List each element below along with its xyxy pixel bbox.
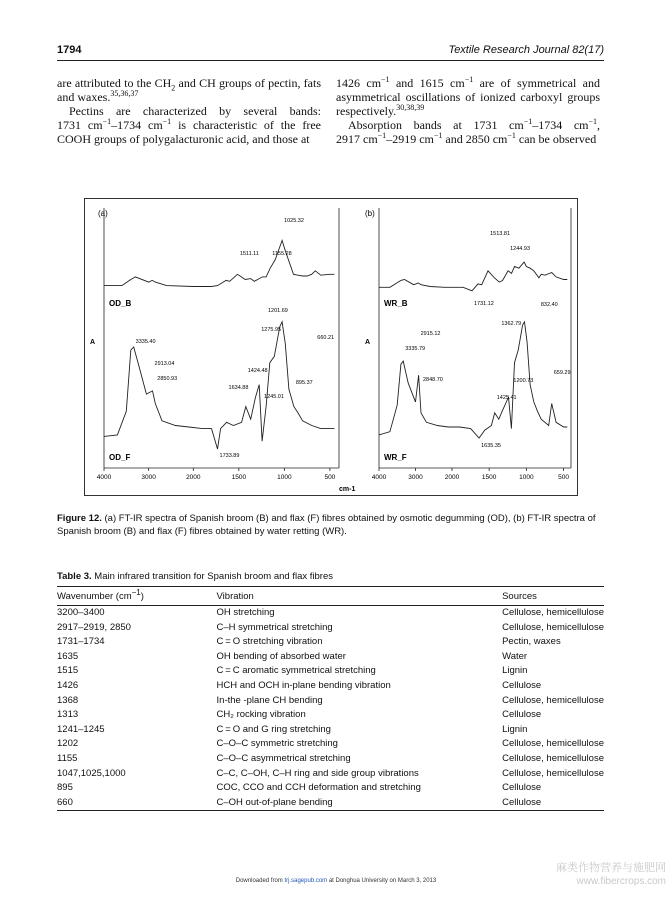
x-tick-label: 2000 <box>444 474 460 481</box>
body-column-left <box>57 76 321 146</box>
table-row <box>57 679 604 694</box>
cell-source: Water <box>502 650 528 662</box>
cell-wavenumber: 2917–2919, 2850 <box>57 621 131 633</box>
table-row <box>57 796 604 811</box>
table-row <box>57 752 604 767</box>
table-row <box>57 606 604 621</box>
watermark-title: 麻类作物营养与施肥网 <box>556 862 666 874</box>
table-row <box>57 781 604 796</box>
table-row <box>57 635 604 650</box>
page-number: 1794 <box>57 44 82 56</box>
cell-wavenumber: 3200–3400 <box>57 607 105 618</box>
peak-label: 1155.28 <box>272 251 292 257</box>
table-row <box>57 708 604 723</box>
x-tick-label: 4000 <box>96 474 112 481</box>
peak-label: 3335.40 <box>135 339 156 345</box>
cell-source: Cellulose, hemicellulose <box>502 767 604 779</box>
cell-wavenumber: 1426 <box>57 679 79 691</box>
cell-source: Lignin <box>502 723 528 735</box>
peak-label: 1425.41 <box>496 395 517 401</box>
cell-wavenumber: 1731–1734 <box>57 636 105 648</box>
series-label: WR_F <box>384 453 407 462</box>
cell-source: Cellulose, hemicellulose <box>502 621 604 633</box>
spectrum-line-od-b <box>104 240 334 286</box>
cell-vibration: COC, CCO and CCH deformation and stretching <box>216 782 421 794</box>
cell-source: Cellulose <box>502 796 604 811</box>
cell-wavenumber: 1368 <box>57 694 79 706</box>
peak-label: 1635.35 <box>481 443 501 449</box>
cell-vibration: OH stretching <box>216 607 275 618</box>
table-title: Table 3. Main infrared transition for Spanish broom and flax fibres <box>57 571 333 582</box>
body-column-right <box>336 76 600 146</box>
figure-caption: Figure 12. (a) FT-IR spectra of Spanish broom (B) and flax (F) fibres obtained by osmotic degumming (OD), (b) FT-IR spectra of Spanish broom (B) and flax (F) fibres obtained by water retting (WR). <box>57 513 596 537</box>
cell-source: Lignin <box>502 665 528 677</box>
x-tick-label: 3000 <box>141 474 156 481</box>
peak-label: 2915.12 <box>420 331 441 337</box>
x-tick-label: 1000 <box>519 474 534 481</box>
paragraph: 1426 $cm^{-1}$ and 1615 $cm^{-1}$ are of symmetrical and asymmetrical oscillations of ionized carboxyl groups respectively.$^{30,38,39}$ <box>336 75 600 118</box>
paragraph: Pectins are characterized by several bands: 1731 $cm^{-1}-1734$ $cm^{-1}$ is characteristic of the free COOH groups of polygalacturonic acid, and those at <box>57 104 321 146</box>
cell-source: Cellulose, hemicellulose <box>502 607 604 618</box>
panel-label: (b) <box>365 209 375 218</box>
journal-link[interactable]: trj.sagepub.com <box>284 878 328 884</box>
y-axis-label: A <box>90 339 96 346</box>
peak-label: 660.21 <box>317 335 335 341</box>
peak-label: 1511.11 <box>239 251 259 257</box>
peak-label: 1731.12 <box>473 301 494 307</box>
peak-label: 1733.89 <box>219 453 240 459</box>
cell-wavenumber: 895 <box>57 782 73 794</box>
table-row <box>57 723 604 738</box>
peak-label: 3335.79 <box>405 346 426 352</box>
figure-12 <box>84 198 578 496</box>
paragraph: are attributed to the $CH_2$ and CH groups of pectin, fats and waxes.$^{35,36,37}$ <box>57 76 322 104</box>
peak-label: 1275.95 <box>261 327 282 333</box>
figure-border <box>85 199 578 496</box>
cell-wavenumber: 1515 <box>57 665 79 677</box>
ftir-spectra-chart <box>84 198 578 496</box>
x-tick-label: 500 <box>324 474 336 481</box>
cell-vibration: C = C aromatic symmetrical stretching <box>216 665 376 677</box>
download-footer: Downloaded from trj.sagepub.com at Donghua University on March 3, 2013 <box>235 878 437 884</box>
paragraph: Absorption bands at 1731 $cm^{-1}-1734$ $cm^{-1}$, 2917 $cm^{-1}-2919$ $cm^{-1}$ and 2850 $cm^{-1}$ can be observed <box>336 117 600 146</box>
series-label: OD_F <box>109 453 131 462</box>
table-row <box>57 694 604 709</box>
peak-label: 1025.32 <box>284 218 304 224</box>
peak-label: 2913.04 <box>154 361 175 367</box>
x-tick-label: 2000 <box>186 474 201 481</box>
cell-vibration: In-the -plane CH bending <box>216 694 323 706</box>
peak-label: 1245.01 <box>264 394 284 400</box>
table-row <box>57 737 604 752</box>
table-row <box>57 664 604 679</box>
cell-wavenumber: 1047,1025,1000 <box>57 767 126 779</box>
cell-vibration: C–O–C asymmetrical stretching <box>216 752 351 764</box>
x-tick-label: 500 <box>558 474 569 481</box>
table-row <box>57 650 604 665</box>
cell-wavenumber: 1155 <box>57 752 78 764</box>
cell-source: Cellulose, hemicellulose <box>502 738 604 750</box>
series-label: WR_B <box>384 299 408 308</box>
peak-label: 1634.88 <box>228 385 249 391</box>
cell-wavenumber: 1241–1245 <box>57 723 105 735</box>
spectrum-line-wr-f <box>379 322 567 438</box>
header-rule <box>57 60 604 61</box>
peak-label: 1362.79 <box>501 321 522 327</box>
column-header-wavenumber: Wavenumber $(cm^{-1})$ <box>57 587 217 606</box>
spectrum-line-wr-b <box>379 262 567 291</box>
cell-vibration: C–H symmetrical stretching <box>216 621 333 633</box>
cell-vibration: C–O–C symmetric stretching <box>216 738 338 750</box>
peak-label: 1201.69 <box>267 308 288 314</box>
cell-wavenumber: 660 <box>57 796 217 811</box>
peak-label: 2850.93 <box>157 376 178 382</box>
x-tick-label: 3000 <box>408 474 423 481</box>
cell-wavenumber: 1635 <box>57 650 79 662</box>
table-row <box>57 621 604 636</box>
cell-source: Cellulose <box>502 709 542 721</box>
series-label: OD_B <box>109 299 132 308</box>
column-header-sources: Sources <box>502 587 604 606</box>
cell-source: Cellulose, hemicellulose <box>502 752 604 764</box>
x-tick-label: 1000 <box>277 474 292 481</box>
cell-vibration: CH₂ rocking vibration <box>216 709 306 721</box>
cell-source: Cellulose <box>502 782 542 794</box>
cell-vibration: HCH and OCH in-plane bending vibration <box>216 679 391 691</box>
journal-citation: Textile Research Journal 82(17) <box>448 44 604 56</box>
column-header-vibration: Vibration <box>217 587 503 606</box>
peak-label: 832.40 <box>540 302 558 308</box>
peak-label: 1200.73 <box>513 378 534 384</box>
infrared-transition-table <box>57 586 604 811</box>
peak-label: 1424.48 <box>247 368 268 374</box>
watermark-url: www.fibercrops.com <box>576 876 666 887</box>
cell-vibration: C–OH out-of-plane bending <box>217 796 503 811</box>
cell-vibration: C = O and G ring stretching <box>216 723 331 735</box>
peak-label: 1244.93 <box>510 246 531 252</box>
cell-vibration: C–C, C–OH, C–H ring and side group vibrations <box>216 767 419 779</box>
y-axis-label: A <box>365 339 371 346</box>
cell-source: Pectin, waxes <box>502 636 561 648</box>
cell-vibration: C = O stretching vibration <box>216 636 323 648</box>
x-axis-label: cm-1 <box>339 486 356 493</box>
table-header-row <box>57 587 604 606</box>
table-row <box>57 767 604 782</box>
peak-label: 659.29 <box>553 370 571 376</box>
cell-source: Cellulose <box>502 679 542 691</box>
cell-source: Cellulose, hemicellulose <box>502 694 604 706</box>
peak-label: 1513.81 <box>490 231 511 237</box>
cell-vibration: OH bending of absorbed water <box>216 650 346 662</box>
x-tick-label: 1500 <box>481 474 497 481</box>
x-tick-label: 4000 <box>371 474 387 481</box>
watermark <box>556 862 666 888</box>
peak-label: 2848.70 <box>422 377 443 383</box>
cell-wavenumber: 1313 <box>57 709 79 721</box>
x-tick-label: 1500 <box>231 474 247 481</box>
peak-label: 895.37 <box>295 380 313 386</box>
cell-wavenumber: 1202 <box>57 738 79 750</box>
panel-label: (a) <box>98 209 108 218</box>
